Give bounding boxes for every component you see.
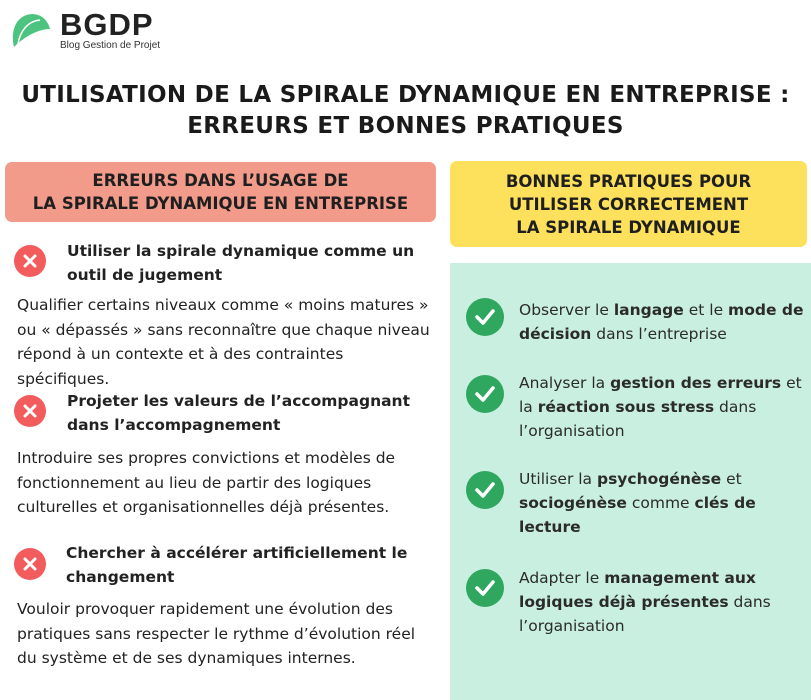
practice-text-bold: management aux logiques déjà présentes [519, 569, 756, 611]
practice-text-segment: et la [519, 374, 802, 416]
practices-header [450, 161, 807, 247]
practice-text-segment: et [721, 470, 742, 488]
error-description: Vouloir provoquer rapidement une évolution des pratiques sans respecter le rythme d’évolution réel du système et de ses dynamiques internes. [17, 600, 416, 667]
practice-text-segment: Utiliser la [519, 470, 597, 488]
error-title: Projeter les valeurs de l’accompagnant dans l’accompagnement [67, 392, 411, 434]
practice-text-bold: psychogénèse [596, 470, 722, 488]
errors-header-line: LA SPIRALE DYNAMIQUE EN ENTREPRISE [32, 194, 409, 213]
title-line: UTILISATION DE LA SPIRALE DYNAMIQUE EN ENTREPRISE : [21, 82, 790, 108]
practice-text-bold: réaction sous stress [537, 398, 715, 416]
logo-name: BGDP [60, 7, 154, 42]
practice-text [519, 566, 804, 638]
errors-header [5, 162, 436, 222]
error-x-icon [14, 395, 46, 427]
error-title: Utiliser la spirale dynamique comme un outil de jugement [67, 242, 415, 284]
page-title [0, 80, 811, 142]
leaf-logo-icon [10, 11, 52, 51]
error-x-icon [14, 548, 46, 580]
practice-text [519, 298, 804, 346]
errors-header-line: ERREURS DANS L’USAGE DE [92, 171, 349, 190]
practice-text [519, 371, 804, 443]
practice-text-segment: Observer le [519, 301, 614, 319]
practice-text-bold: gestion des erreurs [610, 374, 782, 392]
check-icon [466, 375, 504, 413]
practices-header-line: LA SPIRALE DYNAMIQUE [516, 217, 741, 237]
practice-text-segment: Adapter le [519, 569, 605, 587]
practice-text-bold: sociogénèse [519, 494, 627, 512]
practice-text-segment: dans l’organisation [519, 593, 771, 635]
practice-text-segment: et le [683, 301, 729, 319]
practice-text-bold: langage [613, 301, 684, 319]
practice-text-segment: comme [626, 494, 695, 512]
check-icon [466, 471, 504, 509]
practice-text-segment: dans l’organisation [519, 398, 757, 440]
practices-header-line: UTILISER CORRECTEMENT [508, 194, 749, 214]
check-icon [466, 298, 504, 336]
practices-header-line: BONNES PRATIQUES POUR [505, 171, 752, 191]
check-icon [466, 569, 504, 607]
error-description: Introduire ses propres convictions et modèles de fonctionnement au lieu de partir des logiques culturelles et organisationnelles déjà présentes. [17, 449, 396, 516]
practice-text [519, 467, 804, 539]
title-line: ERREURS ET BONNES PRATIQUES [187, 113, 624, 139]
logo-tagline: Blog Gestion de Projet [60, 40, 161, 51]
error-description: Qualifier certains niveaux comme « moins matures » ou « dépassés » sans reconnaître que chaque niveau répond à un contexte et à des contraintes spécifiques. [17, 296, 430, 388]
practice-text-segment: dans l’entreprise [591, 325, 727, 343]
practice-text-bold: mode de décision [519, 301, 804, 343]
practice-text-bold: clés de lecture [519, 494, 756, 536]
logo [10, 7, 161, 51]
practice-text-segment: Analyser la [519, 374, 611, 392]
error-title: Chercher à accélérer artificiellement le changement [66, 544, 408, 586]
error-x-icon [14, 245, 46, 277]
